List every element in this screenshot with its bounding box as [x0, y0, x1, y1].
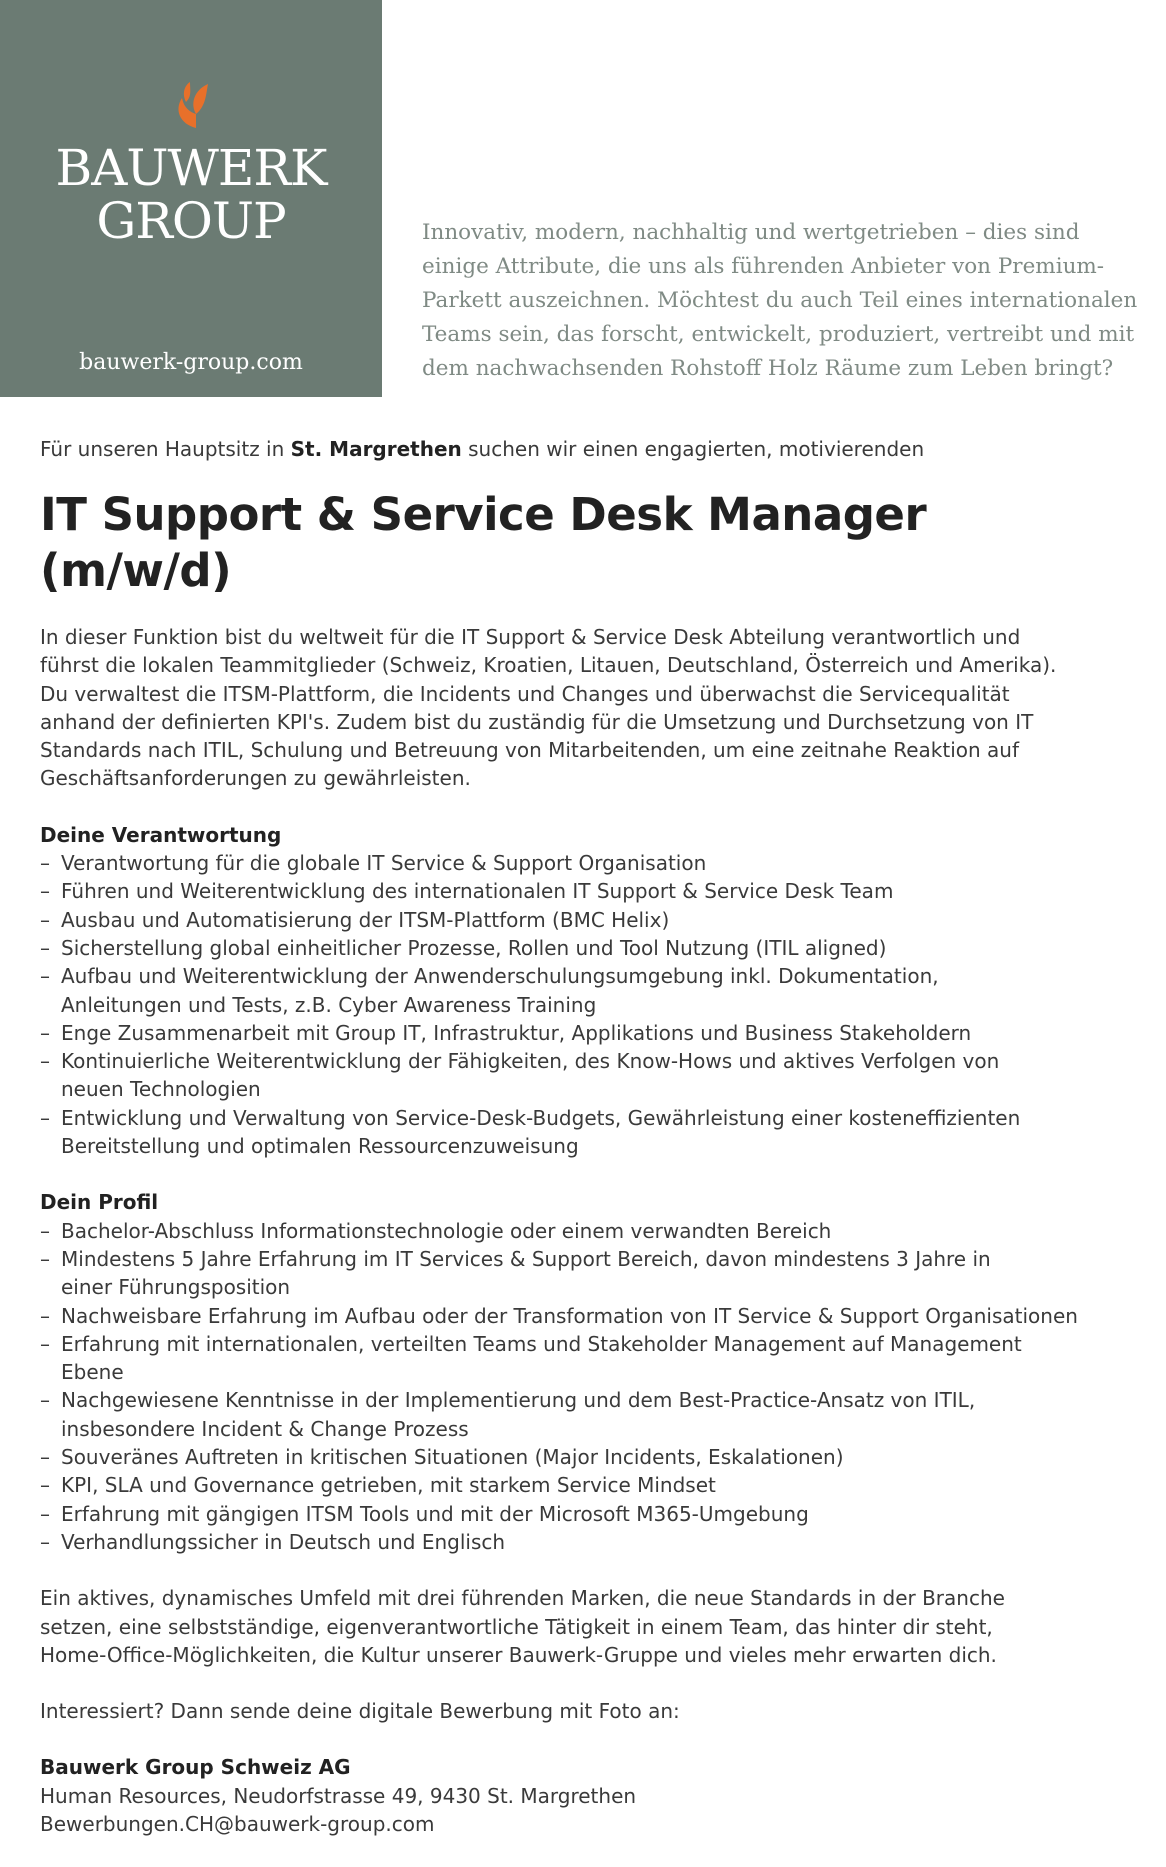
profile-list — [40, 1217, 1140, 1557]
contact-address: Human Resources, Neudorfstrasse 49, 9430 St. Margrethen — [40, 1783, 637, 1808]
bullet-dash: – — [40, 1501, 50, 1526]
call-to-action: Interessiert? Dann sende deine digitale Bewerbung mit Foto an: — [40, 1699, 680, 1724]
description: In dieser Funktion bist du weltweit für die IT Support & Service Desk Abteilung verantwortlich und führst die lokalen Teammitglieder (Schweiz, Kroatien, Litauen, Deutschland, Österreich und Amerika). Du verwaltest die ITSM-Plattform, die Incidents und Changes und überwachst die Servicequalität anhand der definierten KPI's. Zudem bist du zuständig für die Umsetzung und Durchsetzung von IT Standards nach ITIL, Schulung und Betreuung von Mitarbeitenden, um eine zeitnahe Reaktion auf Geschäftsanforderungen zu gewährleisten. — [40, 625, 1057, 791]
company-intro: Innovativ, modern, nachhaltig und wertgetrieben – dies sind einige Attribute, die uns als führenden Anbieter von Premium- Parkett auszeichnen. Möchtest du auch Teil eines internationalen Teams sein, das forscht, entwickelt, produziert, vertreibt und mit dem nachwachsenden Rohstoff Holz Räume zum Leben bringt? — [422, 220, 1138, 381]
bullet-dash: – — [40, 1473, 50, 1498]
bullet-dash: – — [40, 1445, 50, 1470]
list-item: – Entwicklung und Verwaltung von Service-Desk-Budgets, Gewährleistung einer kosteneffizienten Bereitstellung und optimalen Ressourcenzuweisung — [40, 1105, 1021, 1159]
list-item: – Verhandlungssicher in Deutsch und Englisch — [40, 1528, 1140, 1556]
bullet-dash: – — [40, 1020, 50, 1045]
list-item: – Nachgewiesene Kenntnisse in der Implementierung und dem Best-Practice-Ansatz von ITIL, insbesondere Incident & Change Prozess — [40, 1388, 976, 1441]
list-item: – Mindestens 5 Jahre Erfahrung im IT Services & Support Bereich, davon mindestens 3 Jahre in einer Führungsposition — [40, 1246, 991, 1300]
website-link[interactable]: bauwerk-group.com — [79, 350, 303, 375]
bullet-dash: – — [40, 1331, 50, 1356]
location: St. Margrethen — [290, 437, 462, 461]
brand-name-line1: BAUWERK — [55, 139, 327, 197]
list-item: – Verantwortung für die globale IT Service & Support Organisation — [40, 849, 1140, 877]
offer-text: Ein aktives, dynamisches Umfeld mit drei führenden Marken, die neue Standards in der Branche setzen, eine selbstständige, eigenverantwortliche Tätigkeit in einem Team, das hinter dir steht, Home-Office-Möglichkeiten, die Kultur unserer Bauwerk-Gruppe und vieles mehr erwarten dich. — [40, 1586, 1005, 1667]
bullet-dash: – — [40, 851, 50, 876]
bullet-dash: – — [40, 935, 50, 960]
list-item: – Aufbau und Weiterentwicklung der Anwenderschulungsumgebung inkl. Dokumentation, Anleitungen und Tests, z.B. Cyber Awareness Training — [40, 964, 939, 1017]
responsibilities-list — [40, 849, 1140, 1160]
list-item: – Führen und Weiterentwicklung des internationalen IT Support & Service Desk Team — [40, 877, 1140, 905]
list-item: – Erfahrung mit gängigen ITSM Tools und mit der Microsoft M365-Umgebung — [40, 1500, 1140, 1528]
list-item: – Bachelor-Abschluss Informationstechnologie oder einem verwandten Bereich — [40, 1217, 1140, 1245]
list-item: – Ausbau und Automatisierung der ITSM-Plattform (BMC Helix) — [40, 906, 1140, 934]
list-item: – Enge Zusammenarbeit mit Group IT, Infrastruktur, Applikations und Business Stakeholdern — [40, 1019, 1140, 1047]
contact-company: Bauwerk Group Schweiz AG — [40, 1755, 351, 1780]
job-body — [40, 623, 1140, 1838]
bullet-dash: – — [40, 1303, 50, 1328]
bullet-dash: – — [40, 907, 50, 932]
contact-email[interactable]: Bewerbungen.CH@bauwerk-group.com — [40, 1811, 435, 1836]
brand-name-line2: GROUP — [96, 192, 286, 250]
list-item: – Nachweisbare Erfahrung im Aufbau oder der Transformation von IT Service & Support Organisationen — [40, 1302, 1140, 1330]
bullet-dash: – — [40, 1529, 50, 1554]
profile-heading: Dein Profil — [40, 1190, 159, 1215]
logo-panel — [0, 0, 382, 397]
bullet-dash: – — [40, 1049, 50, 1074]
responsibilities-heading: Deine Verantwortung — [40, 822, 282, 847]
lead-sentence: Für unseren Hauptsitz in St. Margrethen suchen wir einen engagierten, motivierenden — [40, 437, 925, 461]
bullet-dash: – — [40, 879, 50, 904]
bullet-dash: – — [40, 1218, 50, 1243]
list-item: – Sicherstellung global einheitlicher Prozesse, Rollen und Tool Nutzung (ITIL aligned) — [40, 934, 1140, 962]
list-item: – Erfahrung mit internationalen, verteilten Teams und Stakeholder Management auf Management Ebene — [40, 1331, 1022, 1385]
bullet-dash: – — [40, 1105, 50, 1130]
leaf-logo-icon — [172, 80, 216, 130]
bullet-dash: – — [40, 1388, 50, 1413]
list-item: – KPI, SLA und Governance getrieben, mit starkem Service Mindset — [40, 1471, 1140, 1499]
job-title: IT Support & Service Desk Manager (m/w/d) — [40, 488, 927, 597]
bullet-dash: – — [40, 1246, 50, 1271]
list-item: – Kontinuierliche Weiterentwicklung der Fähigkeiten, des Know-Hows und aktives Verfolgen von neuen Technologien — [40, 1049, 1000, 1102]
bullet-dash: – — [40, 964, 50, 989]
list-item: – Souveränes Auftreten in kritischen Situationen (Major Incidents, Eskalationen) — [40, 1443, 1140, 1471]
